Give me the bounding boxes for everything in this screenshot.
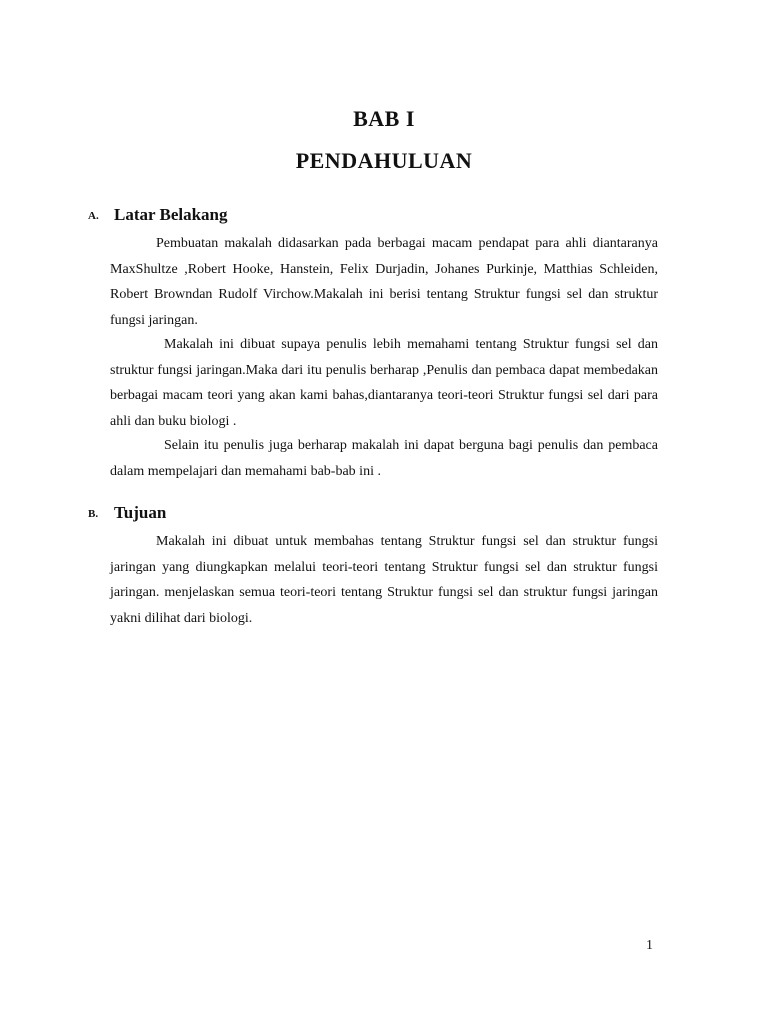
chapter-title: PENDAHULUAN	[295, 148, 473, 173]
section-letter: B.	[88, 508, 99, 520]
paragraph: Selain itu penulis juga berharap makalah ini dapat berguna bagi penulis dan pembaca dalam mempelajari dan memahami bab-bab ini .	[110, 438, 658, 479]
paragraph: Makalah ini dibuat untuk membahas tentang Struktur fungsi sel dan struktur fungsi jaringan yang diungkapkan melalui teori-teori tentang Struktur fungsi sel dan struktur fungsi jaringan. menjelaskan semua teori-teori tentang Struktur fungsi sel dan struktur fungsi jaringan yakni dilihat dari biologi.	[110, 534, 658, 626]
section-heading-b	[88, 503, 166, 523]
page-number: 1	[646, 938, 653, 953]
section-letter: A.	[88, 210, 99, 222]
paragraph: Makalah ini dibuat supaya penulis lebih memahami tentang Struktur fungsi sel dan struktur fungsi jaringan.Maka dari itu penulis berharap ,Penulis dan pembaca dapat membedakan berbagai macam teori yang akan kami bahas,diantaranya teori-teori Struktur fungsi sel dari para ahli dan buku biologi .	[110, 337, 658, 429]
section-title: Tujuan	[114, 503, 167, 522]
section-title: Latar Belakang	[114, 205, 228, 224]
paragraph: Pembuatan makalah didasarkan pada berbagai macam pendapat para ahli diantaranya MaxShultze ,Robert Hooke, Hanstein, Felix Durjadin, Johanes Purkinje, Matthias Schleiden, Robert Browndan Rudolf Virchow.Makalah ini berisi tentang Struktur fungsi sel dan struktur fungsi jaringan.	[110, 236, 658, 328]
chapter-label: BAB I	[353, 106, 415, 131]
section-heading-a	[88, 205, 228, 225]
